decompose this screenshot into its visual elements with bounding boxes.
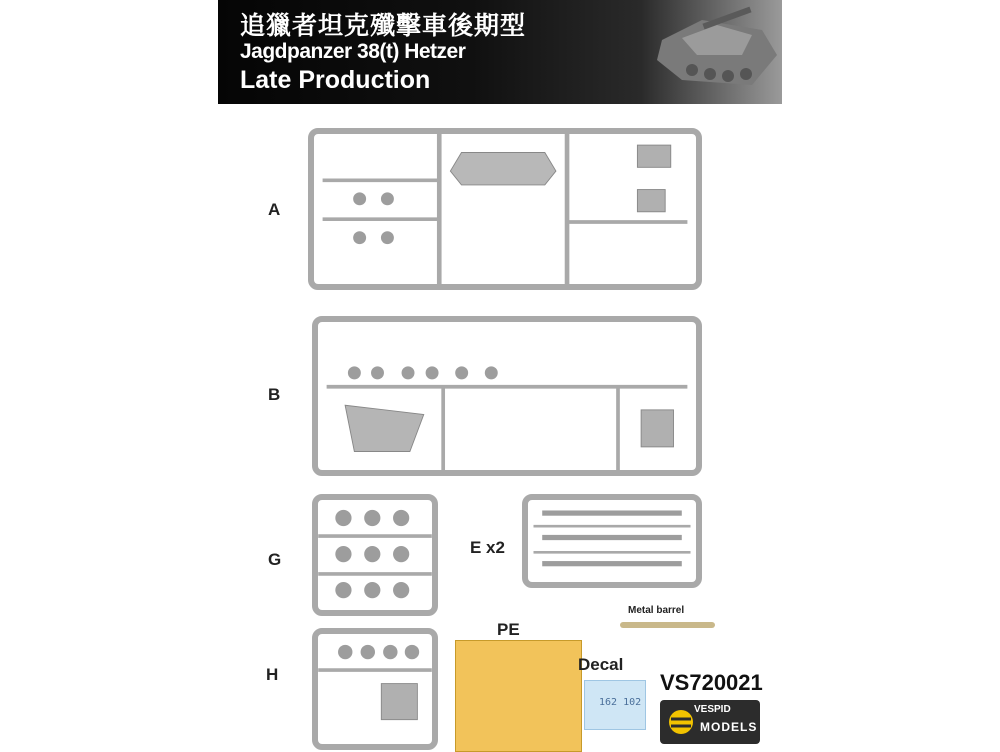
header-banner (218, 0, 782, 104)
sprue-e-parts (528, 500, 696, 582)
brand-logo (660, 700, 760, 744)
sprue-h (312, 628, 438, 750)
metal-barrel-label: Metal barrel (628, 605, 685, 616)
pe-label: PE (497, 620, 520, 639)
brand-name: VESPID (694, 704, 731, 715)
sprue-label-a: A (268, 200, 281, 219)
sprue-a (308, 128, 702, 290)
sprue-h-parts (318, 634, 432, 744)
subtitle: Late Production (240, 66, 431, 94)
sprue-b-parts (318, 322, 696, 470)
sprue-a-parts (314, 134, 696, 284)
metal-barrel (620, 622, 715, 628)
decal-codes: 162 102 (599, 697, 642, 708)
sprue-g (312, 494, 438, 616)
sprue-g-parts (318, 500, 432, 610)
title-chinese: 追獵者坦克殲擊車後期型 (240, 11, 527, 40)
decal-sheet (584, 680, 646, 730)
product-code: VS720021 (660, 670, 763, 695)
wasp-icon (666, 707, 696, 737)
sprue-label-g: G (268, 550, 282, 569)
sprue-e (522, 494, 702, 588)
brand-models: MODELS (700, 720, 758, 734)
photo-etch-sheet (455, 640, 582, 752)
sprue-label-e: E x2 (470, 538, 505, 557)
sprue-b (312, 316, 702, 476)
sprue-label-h: H (266, 665, 279, 684)
title-english: Jagdpanzer 38(t) Hetzer (240, 40, 466, 63)
sprue-label-b: B (268, 385, 281, 404)
tank-image (642, 0, 782, 104)
decal-label: Decal (578, 655, 624, 674)
